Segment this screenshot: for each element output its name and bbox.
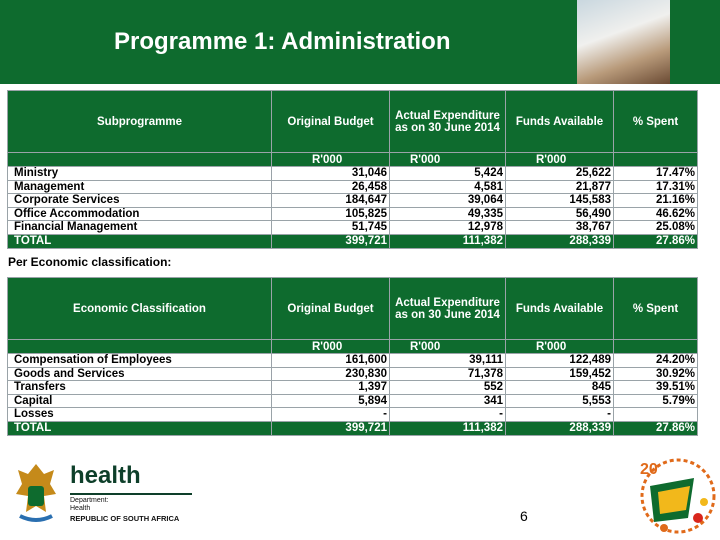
unit-cell: R'000 bbox=[506, 153, 614, 167]
unit-cell bbox=[614, 153, 698, 167]
total-cell: 288,339 bbox=[506, 234, 614, 248]
table-cell: 184,647 bbox=[272, 194, 390, 208]
row-label: Capital bbox=[8, 394, 272, 408]
table-cell: 845 bbox=[506, 381, 614, 395]
table-cell: 122,489 bbox=[506, 354, 614, 368]
total-label: TOTAL bbox=[8, 421, 272, 435]
health-logo-text: health bbox=[70, 462, 141, 489]
col-header: Actual Expenditure as on 30 June 2014 bbox=[390, 278, 506, 340]
unit-cell bbox=[8, 340, 272, 354]
table-cell: 161,600 bbox=[272, 354, 390, 368]
unit-cell: R'000 bbox=[390, 340, 506, 354]
total-cell: 399,721 bbox=[272, 421, 390, 435]
row-label: Ministry bbox=[8, 167, 272, 181]
total-cell: 288,339 bbox=[506, 421, 614, 435]
country-label: REPUBLIC OF SOUTH AFRICA bbox=[70, 514, 180, 523]
table-cell: 21,877 bbox=[506, 180, 614, 194]
table-cell: 71,378 bbox=[390, 367, 506, 381]
table-cell: 5,424 bbox=[390, 167, 506, 181]
unit-cell: R'000 bbox=[390, 153, 506, 167]
table-cell: 25.08% bbox=[614, 221, 698, 235]
table-cell: 230,830 bbox=[272, 367, 390, 381]
table-cell: 39.51% bbox=[614, 381, 698, 395]
col-header: Funds Available bbox=[506, 278, 614, 340]
table-cell: 5.79% bbox=[614, 394, 698, 408]
row-label: Management bbox=[8, 180, 272, 194]
economic-classification-table bbox=[7, 277, 698, 436]
table-row bbox=[8, 394, 698, 408]
table-cell: 30.92% bbox=[614, 367, 698, 381]
total-cell: 399,721 bbox=[272, 234, 390, 248]
col-header: Original Budget bbox=[272, 278, 390, 340]
table-row bbox=[8, 221, 698, 235]
table-cell: 26,458 bbox=[272, 180, 390, 194]
table-cell: 4,581 bbox=[390, 180, 506, 194]
table-cell: 24.20% bbox=[614, 354, 698, 368]
table-row bbox=[8, 180, 698, 194]
table-cell: - bbox=[390, 408, 506, 422]
table-cell: 5,553 bbox=[506, 394, 614, 408]
department-label: Department: Health bbox=[70, 497, 109, 512]
col-header: Actual Expenditure as on 30 June 2014 bbox=[390, 91, 506, 153]
table-cell: - bbox=[506, 408, 614, 422]
page-number: 6 bbox=[520, 508, 528, 524]
col-header: % Spent bbox=[614, 91, 698, 153]
row-label: Transfers bbox=[8, 381, 272, 395]
col-header: Subprogramme bbox=[8, 91, 272, 153]
unit-cell bbox=[8, 153, 272, 167]
20-years-freedom-logo-icon bbox=[636, 452, 716, 536]
row-label: Office Accommodation bbox=[8, 207, 272, 221]
table-cell: 25,622 bbox=[506, 167, 614, 181]
table-cell: 145,583 bbox=[506, 194, 614, 208]
unit-cell: R'000 bbox=[272, 340, 390, 354]
table-cell: 17.47% bbox=[614, 167, 698, 181]
header-photo bbox=[577, 0, 670, 84]
total-label: TOTAL bbox=[8, 234, 272, 248]
total-cell: 27.86% bbox=[614, 234, 698, 248]
table-row bbox=[8, 207, 698, 221]
table-cell: 1,397 bbox=[272, 381, 390, 395]
table-cell: 46.62% bbox=[614, 207, 698, 221]
table-cell: 38,767 bbox=[506, 221, 614, 235]
col-header: % Spent bbox=[614, 278, 698, 340]
row-label: Goods and Services bbox=[8, 367, 272, 381]
col-header: Economic Classification bbox=[8, 278, 272, 340]
header-corner bbox=[670, 0, 720, 84]
table-cell: 31,046 bbox=[272, 167, 390, 181]
table-cell: 105,825 bbox=[272, 207, 390, 221]
svg-text:20: 20 bbox=[640, 461, 658, 478]
total-cell: 27.86% bbox=[614, 421, 698, 435]
total-cell: 111,382 bbox=[390, 234, 506, 248]
table-row bbox=[8, 167, 698, 181]
subprogramme-table bbox=[7, 90, 698, 249]
section-label: Per Economic classification: bbox=[8, 255, 172, 269]
table-row bbox=[8, 408, 698, 422]
unit-cell: R'000 bbox=[272, 153, 390, 167]
table-cell: 51,745 bbox=[272, 221, 390, 235]
table-cell: 341 bbox=[390, 394, 506, 408]
page-title: Programme 1: Administration bbox=[114, 28, 451, 55]
table-cell: 21.16% bbox=[614, 194, 698, 208]
table-cell: 56,490 bbox=[506, 207, 614, 221]
table-row bbox=[8, 194, 698, 208]
table-cell: 39,111 bbox=[390, 354, 506, 368]
col-header: Original Budget bbox=[272, 91, 390, 153]
table-cell: 17.31% bbox=[614, 180, 698, 194]
row-label: Compensation of Employees bbox=[8, 354, 272, 368]
table-row bbox=[8, 367, 698, 381]
table-row bbox=[8, 381, 698, 395]
table-cell bbox=[614, 408, 698, 422]
unit-cell: R'000 bbox=[506, 340, 614, 354]
table-row bbox=[8, 354, 698, 368]
total-row bbox=[8, 234, 698, 248]
row-label: Corporate Services bbox=[8, 194, 272, 208]
unit-cell bbox=[614, 340, 698, 354]
table-cell: 159,452 bbox=[506, 367, 614, 381]
row-label: Losses bbox=[8, 408, 272, 422]
coat-of-arms-icon bbox=[10, 460, 62, 526]
total-row bbox=[8, 421, 698, 435]
table-cell: 5,894 bbox=[272, 394, 390, 408]
table-cell: - bbox=[272, 408, 390, 422]
col-header: Funds Available bbox=[506, 91, 614, 153]
table-cell: 552 bbox=[390, 381, 506, 395]
logo-divider bbox=[70, 493, 192, 495]
table-cell: 39,064 bbox=[390, 194, 506, 208]
total-cell: 111,382 bbox=[390, 421, 506, 435]
row-label: Financial Management bbox=[8, 221, 272, 235]
table-cell: 12,978 bbox=[390, 221, 506, 235]
table-cell: 49,335 bbox=[390, 207, 506, 221]
